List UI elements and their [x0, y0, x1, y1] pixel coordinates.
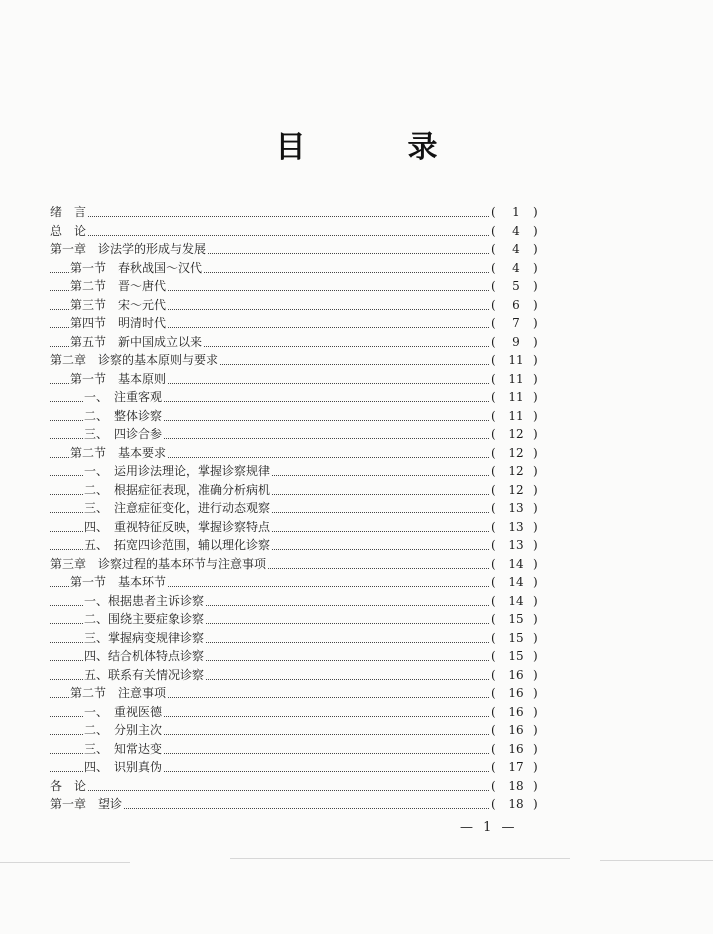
close-paren: ) — [533, 408, 538, 423]
close-paren: ) — [533, 316, 538, 330]
open-paren: ( — [491, 686, 496, 700]
open-paren: ( — [491, 297, 496, 312]
close-paren: ) — [533, 797, 538, 811]
page-number-value: 16 — [508, 686, 524, 700]
open-paren: ( — [491, 741, 496, 756]
toc-entry-label: 三、 四诊合参 — [84, 425, 164, 444]
open-paren: ( — [491, 797, 496, 811]
page-number-value: 13 — [508, 501, 524, 515]
toc-entry-label: 二、围绕主要症象诊察 — [84, 610, 206, 629]
open-paren: ( — [491, 279, 496, 293]
page-number-value: 4 — [512, 260, 520, 275]
open-paren: ( — [491, 723, 496, 737]
toc-entry-label: 五、联系有关情况诊察 — [84, 666, 206, 685]
toc-entry-label: 第一章 望诊 — [50, 795, 124, 814]
page-number-value: 7 — [512, 316, 520, 330]
close-paren: ) — [533, 556, 538, 571]
page-number-value: 13 — [508, 519, 524, 534]
page-number-value: 16 — [508, 741, 524, 756]
page-number-value: 14 — [508, 593, 524, 608]
open-paren: ( — [491, 704, 496, 719]
open-paren: ( — [491, 519, 496, 534]
open-paren: ( — [491, 538, 496, 552]
close-paren: ) — [533, 427, 538, 441]
toc-entry-label: 第二章 诊察的基本原则与要求 — [50, 351, 220, 370]
toc-entry-label: 二、 整体诊察 — [84, 407, 164, 426]
open-paren: ( — [491, 464, 496, 478]
page-number-value: 18 — [508, 778, 524, 793]
open-paren: ( — [491, 390, 496, 404]
close-paren: ) — [533, 760, 538, 774]
close-paren: ) — [533, 519, 538, 534]
toc-entry-label: 第一章 诊法学的形成与发展 — [50, 240, 208, 259]
close-paren: ) — [533, 630, 538, 645]
toc-entry-label: 三、 注意症征变化，进行动态观察 — [84, 499, 272, 518]
close-paren: ) — [533, 223, 538, 238]
open-paren: ( — [491, 482, 496, 497]
toc-entry-label: 第二节 晋～唐代 — [70, 277, 168, 296]
open-paren: ( — [491, 445, 496, 460]
toc-entry-label: 四、 识别真伪 — [84, 758, 164, 777]
toc-entry-label: 各 论 — [50, 777, 88, 796]
toc-entry-label: 第一节 基本环节 — [70, 573, 168, 592]
page-number-value: 14 — [508, 556, 524, 571]
page-number-value: 12 — [508, 464, 524, 478]
table-of-contents — [50, 203, 545, 814]
close-paren: ) — [533, 667, 538, 682]
page-number-value: 15 — [508, 630, 524, 645]
page-number-value: 5 — [512, 279, 520, 293]
toc-entry-label: 第二节 注意事项 — [70, 684, 168, 703]
close-paren: ) — [533, 704, 538, 719]
page-number-value: 15 — [508, 649, 524, 663]
open-paren: ( — [491, 427, 496, 441]
close-paren: ) — [533, 260, 538, 275]
close-paren: ) — [533, 575, 538, 589]
open-paren: ( — [491, 778, 496, 793]
close-paren: ) — [533, 371, 538, 386]
page-number-value: 12 — [508, 482, 524, 497]
scan-artifact-line — [230, 858, 570, 859]
close-paren: ) — [533, 464, 538, 478]
toc-entry-label: 第三章 诊察过程的基本环节与注意事项 — [50, 555, 268, 574]
page-number-value: 1 — [512, 205, 520, 219]
toc-entry-label: 一、根据患者主诉诊察 — [84, 592, 206, 611]
scan-artifact-line — [0, 862, 130, 863]
open-paren: ( — [491, 760, 496, 774]
toc-entry-label: 二、 根据症征表现，准确分析病机 — [84, 481, 272, 500]
close-paren: ) — [533, 279, 538, 293]
toc-entry-label: 第一节 春秋战国～汉代 — [70, 259, 204, 278]
open-paren: ( — [491, 334, 496, 349]
toc-entry — [50, 795, 545, 814]
toc-entry-label: 第一节 基本原则 — [70, 370, 168, 389]
open-paren: ( — [491, 501, 496, 515]
open-paren: ( — [491, 556, 496, 571]
toc-entry-label: 第三节 宋～元代 — [70, 296, 168, 315]
page-number-value: 12 — [508, 445, 524, 460]
open-paren: ( — [491, 630, 496, 645]
toc-entry-label: 一、 运用诊法理论，掌握诊察规律 — [84, 462, 272, 481]
page-number-value: 11 — [508, 371, 524, 386]
toc-entry-label: 五、 拓宽四诊范围，辅以理化诊察 — [84, 536, 272, 555]
scan-artifact-line — [600, 860, 713, 861]
toc-entry-label: 总 论 — [50, 222, 88, 241]
close-paren: ) — [533, 501, 538, 515]
page-number-value: 17 — [508, 760, 524, 774]
page-number-value: 11 — [508, 390, 524, 404]
close-paren: ) — [533, 612, 538, 626]
open-paren: ( — [491, 593, 496, 608]
toc-entry-label: 第二节 基本要求 — [70, 444, 168, 463]
open-paren: ( — [491, 575, 496, 589]
close-paren: ) — [533, 649, 538, 663]
toc-entry-label: 四、 重视特征反映，掌握诊察特点 — [84, 518, 272, 537]
page-number-value: 16 — [508, 723, 524, 737]
page-number-value: 11 — [508, 353, 524, 367]
toc-entry-label: 第五节 新中国成立以来 — [70, 333, 204, 352]
page-number-value: 18 — [508, 797, 524, 811]
open-paren: ( — [491, 223, 496, 238]
close-paren: ) — [533, 538, 538, 552]
close-paren: ) — [533, 353, 538, 367]
close-paren: ) — [533, 686, 538, 700]
open-paren: ( — [491, 316, 496, 330]
close-paren: ) — [533, 778, 538, 793]
page-number-value: 15 — [508, 612, 524, 626]
close-paren: ) — [533, 297, 538, 312]
close-paren: ) — [533, 445, 538, 460]
close-paren: ) — [533, 242, 538, 256]
open-paren: ( — [491, 408, 496, 423]
page-number: — 1 — — [460, 820, 518, 835]
open-paren: ( — [491, 371, 496, 386]
page-number-value: 11 — [508, 408, 524, 423]
page-number-value: 9 — [512, 334, 520, 349]
page-number-value: 6 — [512, 297, 520, 312]
page-number-value: 12 — [508, 427, 524, 441]
close-paren: ) — [533, 205, 538, 219]
open-paren: ( — [491, 242, 496, 256]
toc-entry-label: 一、 注重客观 — [84, 388, 164, 407]
toc-entry-label: 三、掌握病变规律诊察 — [84, 629, 206, 648]
toc-entry-label: 二、 分别主次 — [84, 721, 164, 740]
close-paren: ) — [533, 741, 538, 756]
page-number-value: 13 — [508, 538, 524, 552]
toc-entry-label: 一、 重视医德 — [84, 703, 164, 722]
dot-leader — [50, 217, 489, 236]
close-paren: ) — [533, 390, 538, 404]
close-paren: ) — [533, 334, 538, 349]
page-number-value: 4 — [512, 242, 520, 256]
open-paren: ( — [491, 260, 496, 275]
toc-entry-label: 四、结合机体特点诊察 — [84, 647, 206, 666]
close-paren: ) — [533, 723, 538, 737]
close-paren: ) — [533, 482, 538, 497]
open-paren: ( — [491, 649, 496, 663]
page-number-value: 16 — [508, 667, 524, 682]
toc-entry-label: 绪 言 — [50, 203, 88, 222]
close-paren: ) — [533, 593, 538, 608]
page-number-value: 4 — [512, 223, 520, 238]
open-paren: ( — [491, 205, 496, 219]
open-paren: ( — [491, 667, 496, 682]
open-paren: ( — [491, 612, 496, 626]
page-number-value: 16 — [508, 704, 524, 719]
open-paren: ( — [491, 353, 496, 367]
page-number-value: 14 — [508, 575, 524, 589]
dot-leader — [50, 198, 489, 217]
toc-entry-label: 三、 知常达变 — [84, 740, 164, 759]
page-title: 目 录 — [275, 130, 474, 165]
toc-entry-label: 第四节 明清时代 — [70, 314, 168, 333]
